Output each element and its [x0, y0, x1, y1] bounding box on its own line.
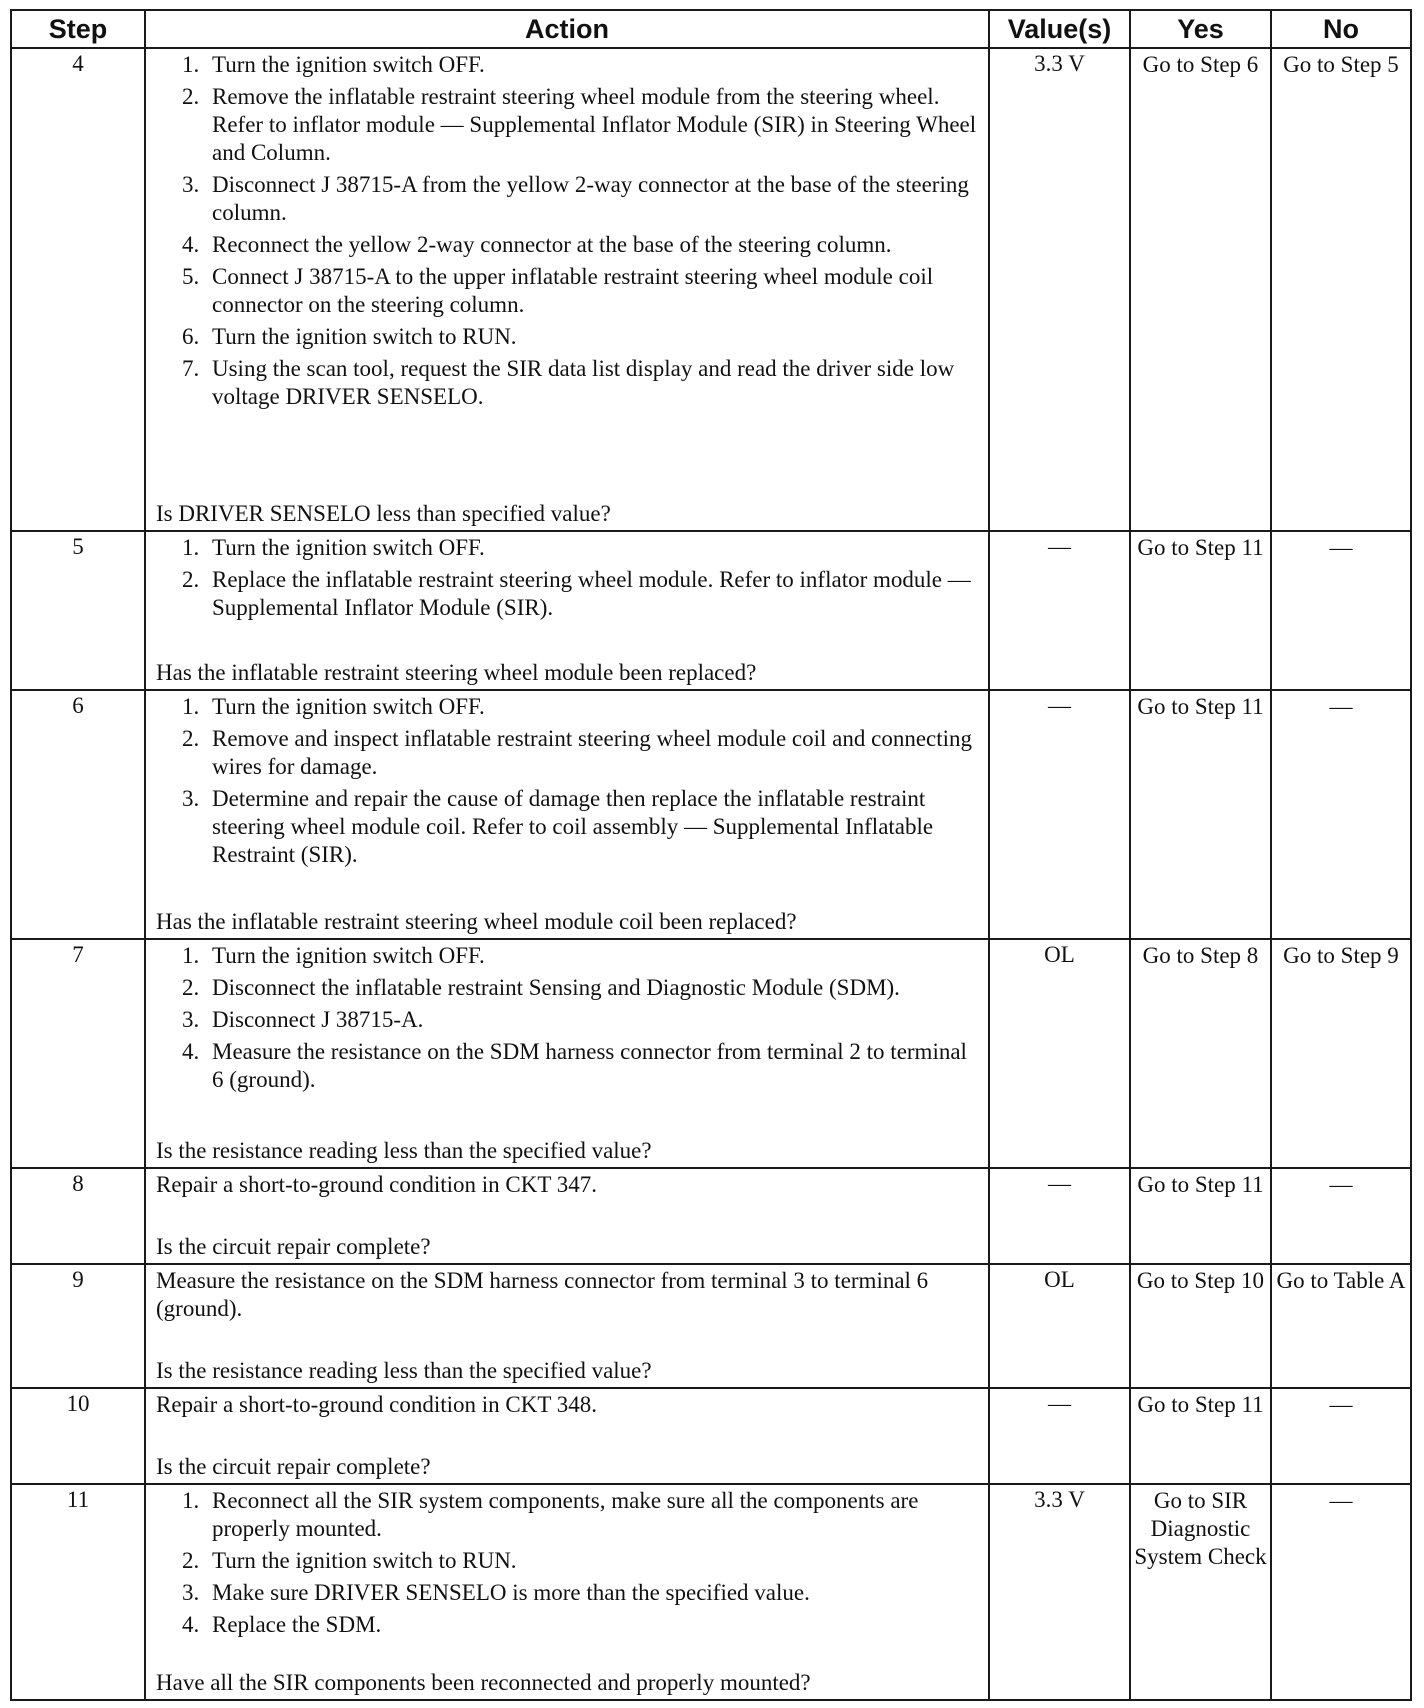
question-text: Has the inflatable restraint steering wheel module coil been replaced? [156, 908, 797, 934]
list-item-number: 7. [182, 356, 200, 381]
header-row [11, 10, 1411, 48]
list-item-text: Replace the inflatable restraint steering wheel module. Refer to inflator module — Supplemental Inflator Module (SIR). [212, 567, 971, 621]
list-item-number: 4. [182, 1611, 200, 1637]
list-item [182, 1579, 980, 1607]
step-number: 11 [11, 1484, 145, 1700]
value-cell: 3.3 V [989, 48, 1130, 531]
table-row [11, 1168, 1411, 1264]
list-item [182, 566, 980, 622]
list-item-text: Disconnect J 38715-A. [212, 1006, 424, 1032]
list-item [182, 323, 980, 351]
no-cell: Go to Step 5 [1271, 48, 1411, 531]
list-item-number: 1. [182, 942, 200, 968]
list-item [182, 83, 980, 167]
no-cell: — [1271, 531, 1411, 690]
action-steps-list [156, 534, 980, 626]
table-row [11, 939, 1411, 1169]
list-item-number: 2. [182, 84, 200, 109]
value-cell: 3.3 V [989, 1484, 1130, 1700]
yes-cell: Go to Step 10 [1130, 1264, 1271, 1387]
header-step: Step [11, 10, 145, 48]
list-item [182, 1611, 980, 1639]
yes-cell: Go to Step 8 [1130, 939, 1271, 1169]
action-steps-list [156, 51, 980, 415]
list-item-number: 3. [182, 1579, 200, 1605]
list-item [182, 785, 980, 869]
instruction-text: Measure the resistance on the SDM harness connector from terminal 3 to terminal 6 (ground). [156, 1268, 929, 1322]
list-item [182, 725, 980, 781]
header-values: Value(s) [989, 10, 1130, 48]
action-cell [145, 48, 989, 531]
list-item-text: Make sure DRIVER SENSELO is more than the specified value. [212, 1579, 810, 1605]
table-row [11, 1388, 1411, 1484]
list-item [182, 51, 980, 79]
action-cell [145, 1484, 989, 1700]
header-action: Action [145, 10, 989, 48]
list-item-number: 4. [182, 232, 200, 257]
list-item-text: Connect J 38715-A to the upper inflatable restraint steering wheel module coil connector on the steering column. [212, 264, 934, 317]
list-item-text: Turn the ignition switch OFF. [212, 52, 485, 77]
list-item [182, 1547, 980, 1575]
no-cell: Go to Table A [1271, 1264, 1411, 1387]
table-row [11, 531, 1411, 690]
yes-cell: Go to Step 11 [1130, 690, 1271, 938]
list-item-number: 5. [182, 264, 200, 289]
value-cell: — [989, 690, 1130, 938]
question-text: Is the resistance reading less than the specified value? [156, 1138, 652, 1164]
list-item [182, 1038, 980, 1094]
yes-cell: Go to Step 11 [1130, 1388, 1271, 1484]
list-item [182, 263, 980, 319]
list-item-text: Reconnect the yellow 2-way connector at the base of the steering column. [212, 232, 892, 257]
list-item-number: 1. [182, 52, 200, 77]
list-item [182, 1487, 980, 1543]
value-cell: — [989, 1388, 1130, 1484]
list-item-number: 1. [182, 535, 200, 561]
question-text: Is the circuit repair complete? [156, 1234, 431, 1260]
step-number: 10 [11, 1388, 145, 1484]
list-item-number: 2. [182, 974, 200, 1000]
list-item-text: Measure the resistance on the SDM harness connector from terminal 2 to terminal 6 (ground). [212, 1038, 967, 1092]
header-no: No [1271, 10, 1411, 48]
instruction-text: Repair a short-to-ground condition in CKT 348. [156, 1391, 597, 1417]
action-cell [145, 531, 989, 690]
no-cell: — [1271, 690, 1411, 938]
value-cell: OL [989, 939, 1130, 1169]
list-item [182, 171, 980, 227]
action-steps-list [156, 942, 980, 1098]
question-text: Is the circuit repair complete? [156, 1453, 431, 1479]
list-item-number: 3. [182, 172, 200, 197]
list-item-text: Turn the ignition switch OFF. [212, 694, 485, 720]
list-item-number: 6. [182, 324, 200, 349]
list-item-text: Remove the inflatable restraint steering wheel module from the steering wheel. Refer to inflator module — Supplemental Inflator Module (SIR) in Steering Wheel and Column. [212, 84, 977, 165]
list-item-number: 3. [182, 1006, 200, 1032]
list-item-number: 2. [182, 726, 200, 752]
list-item [182, 355, 980, 411]
question-text: Is the resistance reading less than the specified value? [156, 1357, 652, 1383]
yes-cell: Go to Step 6 [1130, 48, 1271, 531]
list-item-number: 4. [182, 1038, 200, 1064]
list-item-text: Disconnect the inflatable restraint Sensing and Diagnostic Module (SDM). [212, 974, 900, 1000]
table-body [11, 48, 1411, 1700]
table-row [11, 1484, 1411, 1700]
list-item-text: Turn the ignition switch to RUN. [212, 324, 517, 349]
list-item-text: Turn the ignition switch to RUN. [212, 1547, 517, 1573]
list-item [182, 942, 980, 970]
step-number: 6 [11, 690, 145, 938]
list-item-text: Turn the ignition switch OFF. [212, 535, 485, 561]
step-number: 5 [11, 531, 145, 690]
list-item-text: Replace the SDM. [212, 1611, 382, 1637]
table-row [11, 690, 1411, 938]
list-item [182, 693, 980, 721]
list-item-text: Using the scan tool, request the SIR data list display and read the driver side low voltage DRIVER SENSELO. [212, 356, 955, 409]
action-cell [145, 690, 989, 938]
list-item-text: Determine and repair the cause of damage then replace the inflatable restraint steering wheel module coil. Refer to coil assembly — Supplemental Inflatable Restraint (SIR). [212, 786, 934, 868]
action-cell [145, 939, 989, 1169]
action-cell [145, 1264, 989, 1387]
list-item-number: 2. [182, 1547, 200, 1573]
yes-cell: Go to Step 11 [1130, 1168, 1271, 1264]
table-row [11, 48, 1411, 531]
action-steps-list [156, 1487, 980, 1643]
list-item-number: 1. [182, 1487, 200, 1513]
value-cell: OL [989, 1264, 1130, 1387]
list-item-text: Disconnect J 38715-A from the yellow 2-way connector at the base of the steering column. [212, 172, 969, 225]
list-item [182, 231, 980, 259]
header-yes: Yes [1130, 10, 1271, 48]
yes-cell: Go to Step 11 [1130, 531, 1271, 690]
step-number: 8 [11, 1168, 145, 1264]
list-item-number: 2. [182, 567, 200, 593]
yes-cell: Go to SIR Diagnostic System Check [1130, 1484, 1271, 1700]
instruction-text: Repair a short-to-ground condition in CKT 347. [156, 1172, 597, 1198]
list-item-text: Remove and inspect inflatable restraint steering wheel module coil and connecting wires for damage. [212, 726, 973, 780]
list-item-number: 1. [182, 694, 200, 720]
list-item-text: Reconnect all the SIR system components, make sure all the components are properly mounted. [212, 1487, 919, 1541]
list-item-text: Turn the ignition switch OFF. [212, 942, 485, 968]
diagnostic-table [10, 9, 1412, 1701]
question-text: Have all the SIR components been reconnected and properly mounted? [156, 1670, 811, 1695]
no-cell: Go to Step 9 [1271, 939, 1411, 1169]
action-cell [145, 1168, 989, 1264]
step-number: 4 [11, 48, 145, 531]
value-cell: — [989, 531, 1130, 690]
action-cell [145, 1388, 989, 1484]
no-cell: — [1271, 1388, 1411, 1484]
list-item [182, 974, 980, 1002]
list-item [182, 1006, 980, 1034]
question-text: Is DRIVER SENSELO less than specified value? [156, 501, 611, 527]
step-number: 7 [11, 939, 145, 1169]
step-number: 9 [11, 1264, 145, 1387]
no-cell: — [1271, 1484, 1411, 1700]
table-row [11, 1264, 1411, 1387]
list-item-number: 3. [182, 786, 200, 812]
list-item [182, 534, 980, 562]
no-cell: — [1271, 1168, 1411, 1264]
question-text: Has the inflatable restraint steering wheel module been replaced? [156, 660, 757, 686]
action-steps-list [156, 693, 980, 873]
value-cell: — [989, 1168, 1130, 1264]
